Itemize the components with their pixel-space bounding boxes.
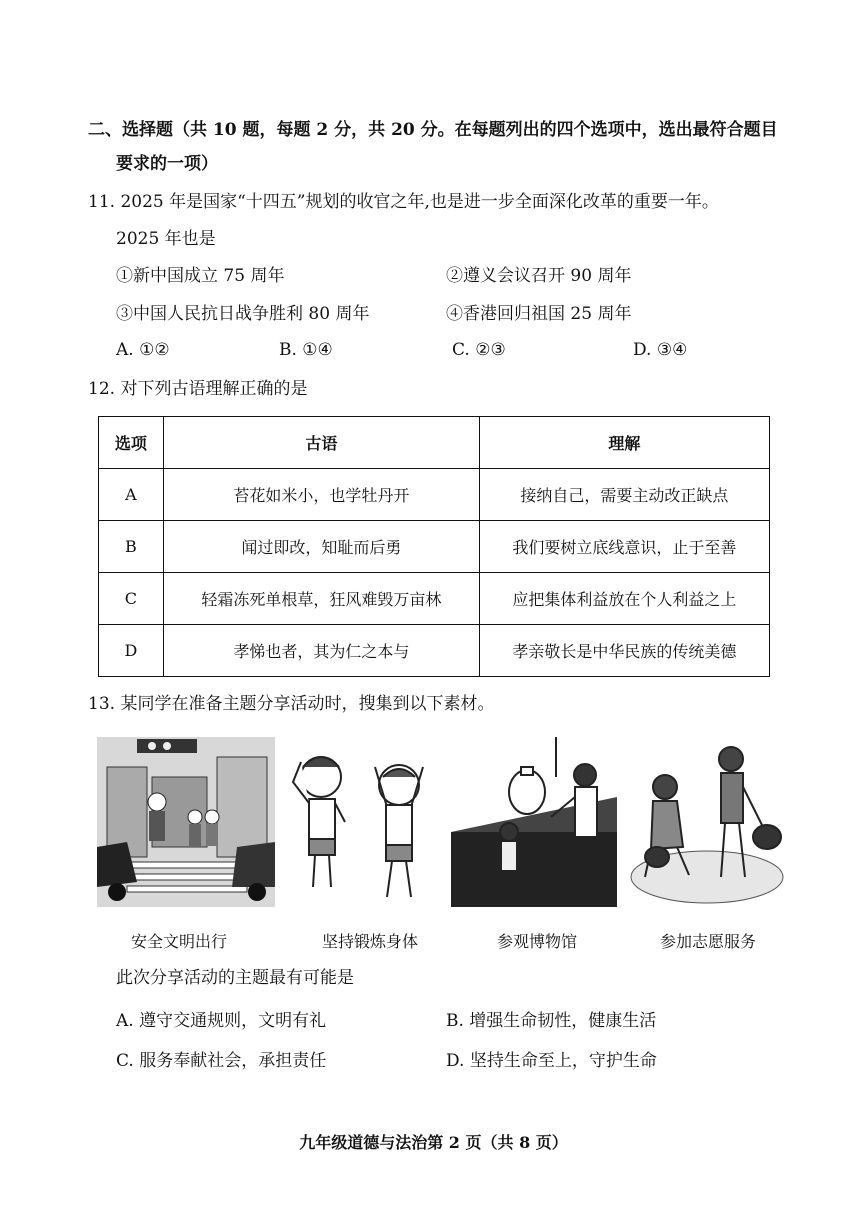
caption-museum: 参观博物馆 xyxy=(497,932,578,951)
table-cell: 孝亲敬长是中华民族的传统美德 xyxy=(479,625,769,677)
table-cell: C xyxy=(99,573,164,625)
q12-stem: 12. 对下列古语理解正确的是 xyxy=(88,379,308,399)
table-cell: 闻过即改，知耻而后勇 xyxy=(163,521,479,573)
q11-option-a: A. ①② xyxy=(116,340,170,360)
table-cell: 孝悌也者，其为仁之本与 xyxy=(163,625,479,677)
table-cell: A xyxy=(99,469,164,521)
section-heading-cont: 要求的一项） xyxy=(116,154,218,174)
q13-stem: 13. 某同学在准备主题分享活动时，搜集到以下素材。 xyxy=(88,694,495,714)
table-cell: 我们要树立底线意识，止于至善 xyxy=(479,521,769,573)
volunteer-illustration xyxy=(627,737,787,907)
q13-question: 此次分享活动的主题最有可能是 xyxy=(116,968,354,988)
q11-stem: 11. 2025 年是国家“十四五”规划的收官之年,也是进一步全面深化改革的重要一年。 xyxy=(88,192,719,212)
q13-option-b: B. 增强生命韧性，健康生活 xyxy=(446,1011,657,1031)
q11-item-4: ④香港回归祖国 25 周年 xyxy=(446,304,632,324)
q11-option-b: B. ①④ xyxy=(279,340,333,360)
q13-option-c: C. 服务奉献社会，承担责任 xyxy=(116,1051,327,1071)
page-footer: 九年级道德与法治第 2 页（共 8 页） xyxy=(299,1133,568,1152)
table-header: 理解 xyxy=(479,417,769,469)
caption-traffic: 安全文明出行 xyxy=(131,932,228,951)
q12-table xyxy=(98,416,770,677)
table-cell: 轻霜冻死单根草，狂风难毁万亩林 xyxy=(163,573,479,625)
museum-illustration xyxy=(451,737,617,907)
table-cell: 接纳自己，需要主动改正缺点 xyxy=(479,469,769,521)
q11-item-3: ③中国人民抗日战争胜利 80 周年 xyxy=(116,304,370,324)
exercise-illustration xyxy=(283,737,443,907)
table-cell: 苔花如米小，也学牡丹开 xyxy=(163,469,479,521)
caption-volunteer: 参加志愿服务 xyxy=(660,932,757,951)
table-row xyxy=(99,521,770,573)
table-row xyxy=(99,625,770,677)
q11-item-1: ①新中国成立 75 周年 xyxy=(116,266,285,286)
table-row xyxy=(99,573,770,625)
table-cell: B xyxy=(99,521,164,573)
table-row xyxy=(99,469,770,521)
table-header: 古语 xyxy=(163,417,479,469)
traffic-crossing-illustration xyxy=(97,737,275,907)
q13-option-a: A. 遵守交通规则，文明有礼 xyxy=(116,1011,327,1031)
q13-option-d: D. 坚持生命至上，守护生命 xyxy=(446,1051,657,1071)
q11-stem-cont: 2025 年也是 xyxy=(116,229,216,249)
q11-option-c: C. ②③ xyxy=(452,340,506,360)
table-cell: D xyxy=(99,625,164,677)
table-header: 选项 xyxy=(99,417,164,469)
table-cell: 应把集体利益放在个人利益之上 xyxy=(479,573,769,625)
q11-item-2: ②遵义会议召开 90 周年 xyxy=(446,266,632,286)
table-header-row xyxy=(99,417,770,469)
caption-exercise: 坚持锻炼身体 xyxy=(322,932,419,951)
section-heading: 二、选择题（共 10 题，每题 2 分，共 20 分。在每题列出的四个选项中，选出最符合题目 xyxy=(88,120,778,140)
q11-option-d: D. ③④ xyxy=(633,340,688,360)
